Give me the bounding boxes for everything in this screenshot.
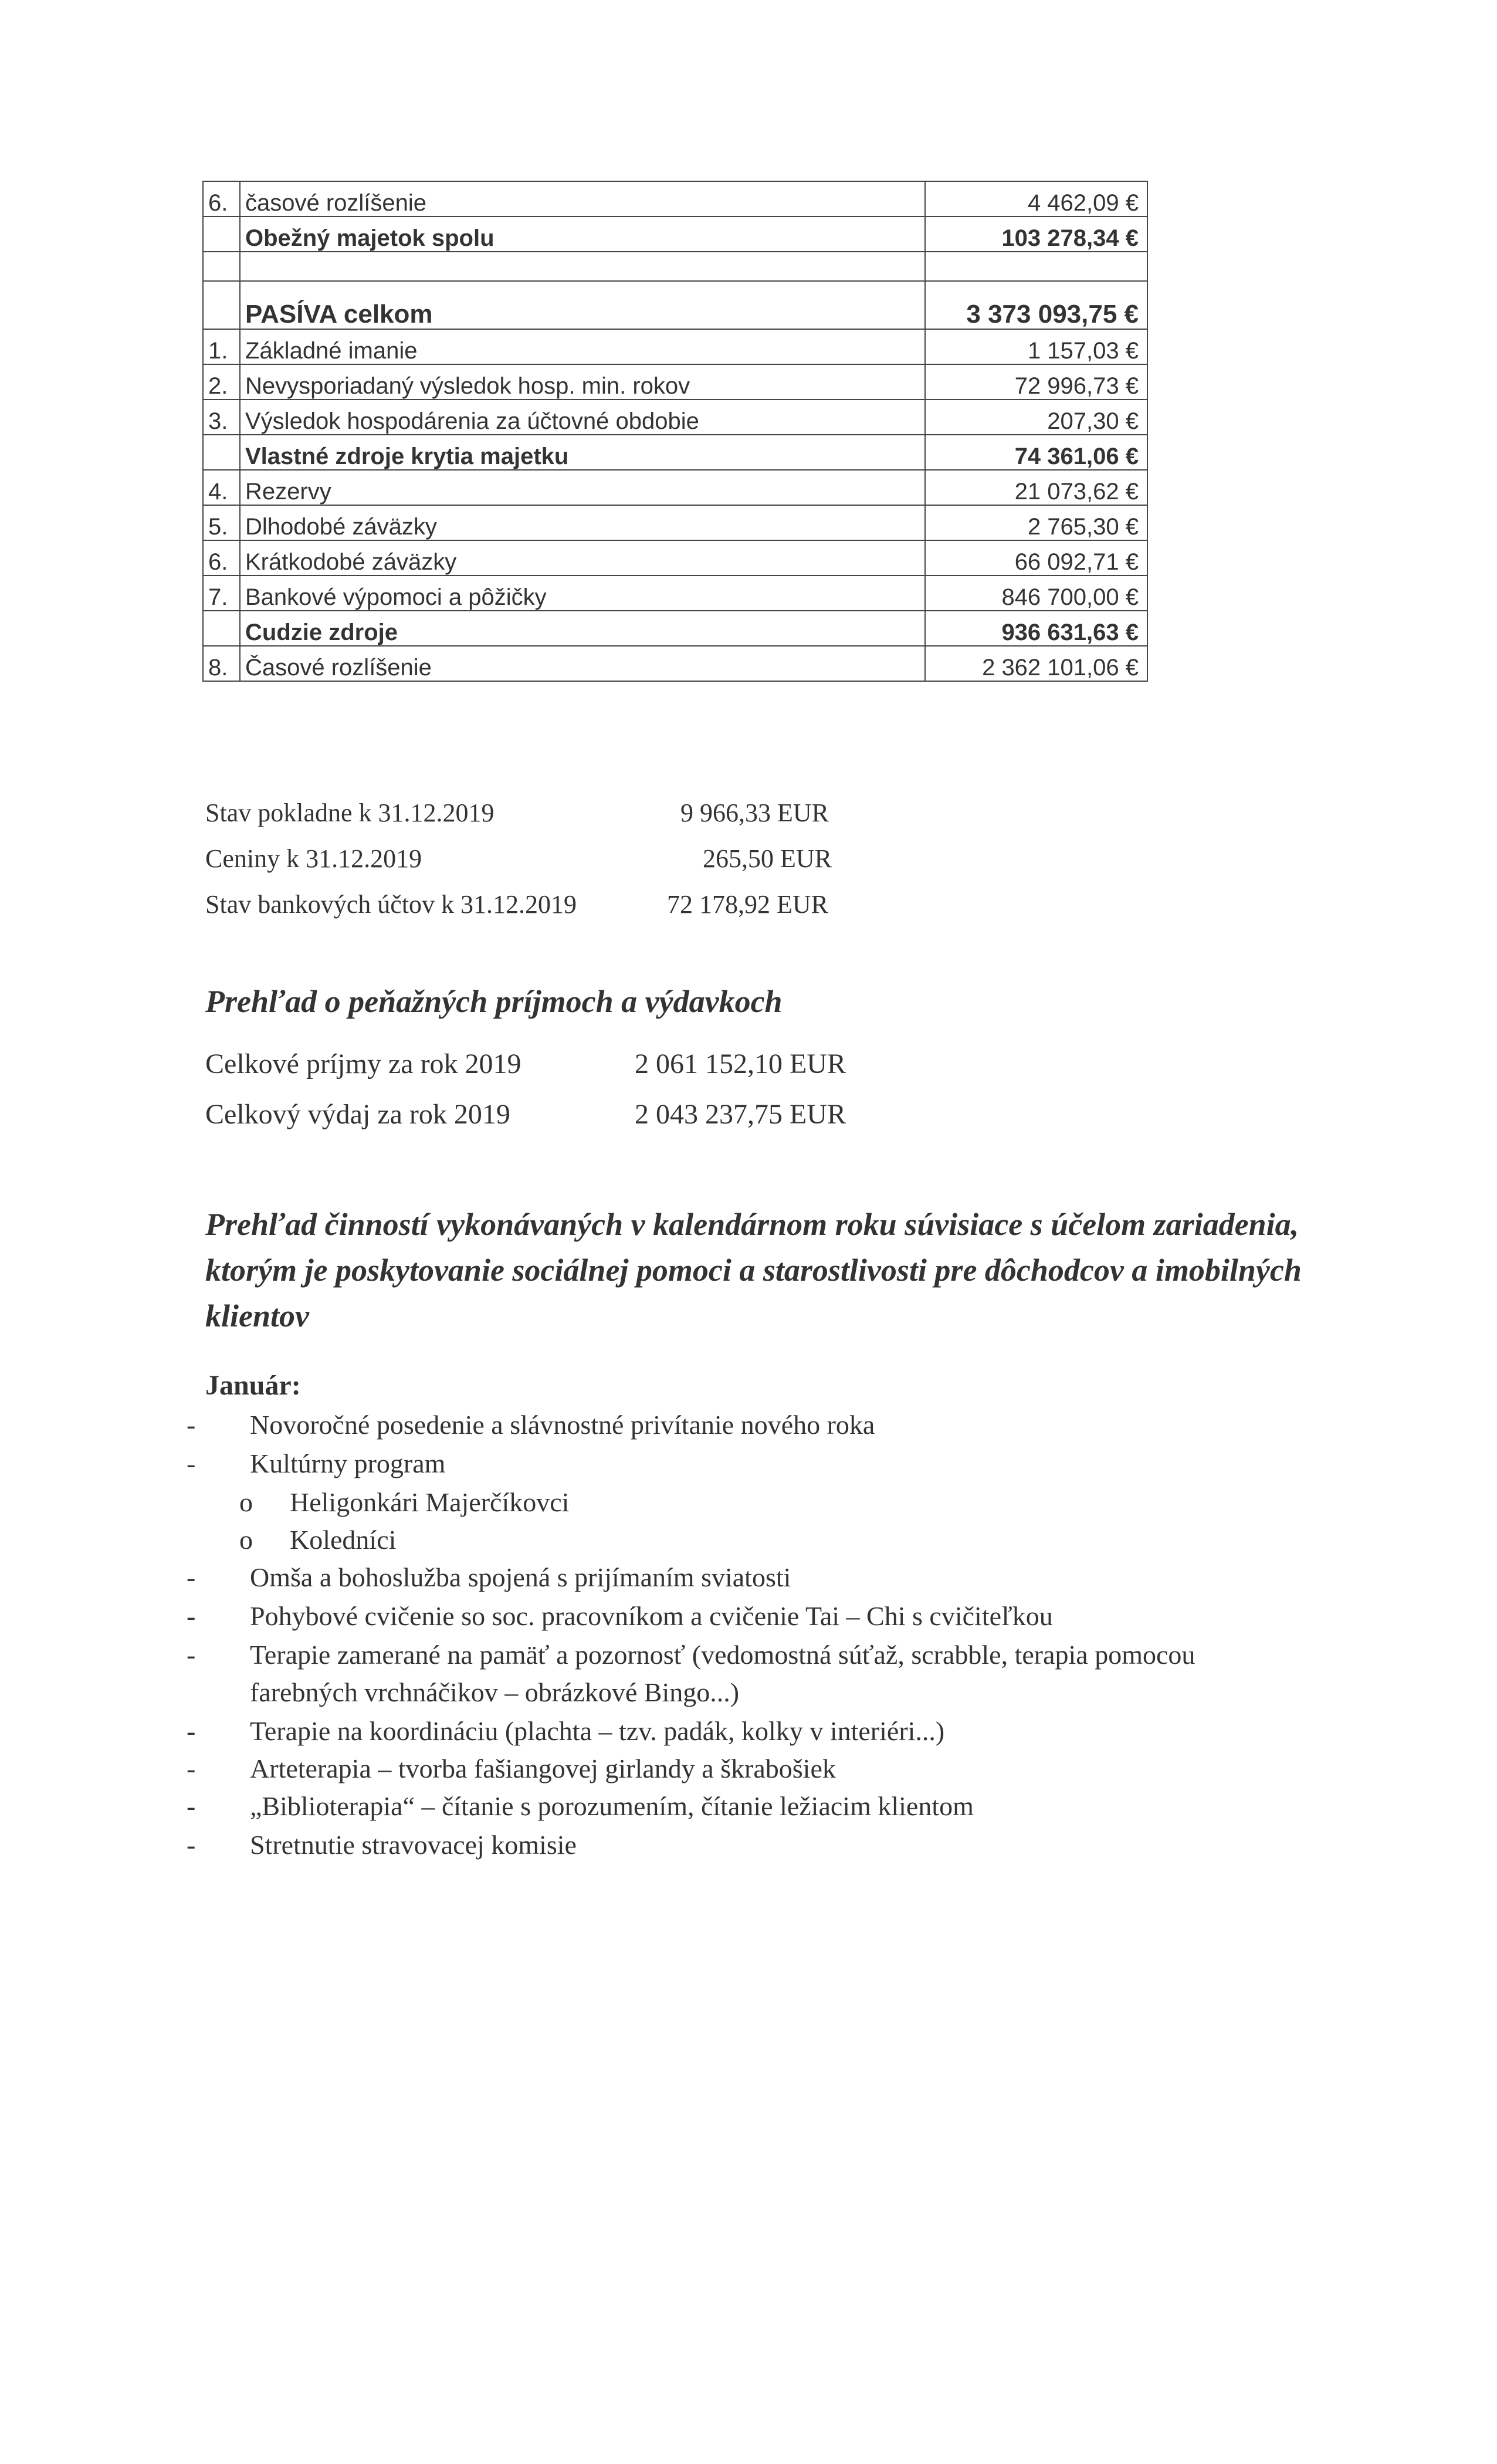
row-number: 1. (203, 329, 240, 364)
row-value: 4 462,09 € (925, 181, 1147, 216)
row-label: Bankové výpomoci a pôžičky (240, 576, 925, 611)
row-value: 936 631,63 € (925, 611, 1147, 646)
list-item-text: farebných vrchnáčikov – obrázkové Bingo...) (250, 1677, 740, 1707)
expense-label: Celkový výdaj za rok 2019 (205, 1099, 510, 1130)
bullet-dash: - (187, 1562, 196, 1592)
bullet-dash: - (187, 1791, 196, 1821)
list-item-text: Kultúrny program (250, 1448, 446, 1478)
bullet-dash: - (187, 1601, 196, 1631)
list-item-text: „Biblioterapia“ – čítanie s porozumením, čítanie ležiacim klientom (250, 1791, 974, 1821)
activities-heading-line: ktorým je poskytovanie sociálnej pomoci a starostlivosti pre dôchodcov a imobilných (205, 1253, 1302, 1288)
row-number: 3. (203, 400, 240, 435)
table-row (203, 540, 1147, 576)
table-row-empty (203, 252, 1147, 281)
row-value: 74 361,06 € (925, 435, 1147, 470)
row-number: 6. (203, 181, 240, 216)
row-value: 207,30 € (925, 400, 1147, 435)
income-label: Celkové príjmy za rok 2019 (205, 1048, 521, 1079)
bullet-dash: - (187, 1754, 196, 1783)
list-item-text: Omša a bohoslužba spojená s prijímaním sviatosti (250, 1562, 791, 1592)
row-number: 4. (203, 470, 240, 505)
table-row-total (203, 281, 1147, 329)
row-label (240, 252, 925, 281)
activities-heading-line: Prehľad činností vykonávaných v kalendárnom roku súvisiace s účelom zariadenia, (205, 1207, 1299, 1242)
list-item-text: Koledníci (290, 1525, 397, 1555)
row-number (203, 252, 240, 281)
list-item-text: Novoročné posedenie a slávnostné privítanie nového roka (250, 1410, 875, 1440)
row-value: 846 700,00 € (925, 576, 1147, 611)
bullet-dash: - (187, 1716, 196, 1746)
row-value: 3 373 093,75 € (925, 281, 1147, 329)
row-number (203, 435, 240, 470)
table-row (203, 435, 1147, 470)
bullet-dash: - (187, 1448, 196, 1478)
bullet-dash: - (187, 1410, 196, 1440)
table-row (203, 470, 1147, 505)
list-item-text: Stretnutie stravovacej komisie (250, 1830, 577, 1860)
table-row (203, 329, 1147, 364)
table-row (203, 216, 1147, 252)
list-item-text: Terapie zamerané na pamäť a pozornosť (vedomostná súťaž, scrabble, terapia pomocou (250, 1640, 1195, 1670)
list-item-text: Pohybové cvičenie so soc. pracovníkom a cvičenie Tai – Chi s cvičiteľkou (250, 1601, 1053, 1631)
row-label: Obežný majetok spolu (240, 216, 925, 252)
row-value: 72 996,73 € (925, 364, 1147, 400)
income-heading: Prehľad o peňažných príjmoch a výdavkoch (205, 984, 783, 1019)
row-number (203, 281, 240, 329)
row-label: Vlastné zdroje krytia majetku (240, 435, 925, 470)
row-value: 21 073,62 € (925, 470, 1147, 505)
list-item-text: Arteterapia – tvorba fašiangovej girlandy a škrabošiek (250, 1754, 836, 1783)
table-row (203, 400, 1147, 435)
row-value: 1 157,03 € (925, 329, 1147, 364)
row-label: Dlhodobé záväzky (240, 505, 925, 540)
table-row (203, 646, 1147, 681)
list-item-text: Heligonkári Majerčíkovci (290, 1487, 570, 1517)
bullet-circle: o (239, 1525, 253, 1555)
row-label: Krátkodobé záväzky (240, 540, 925, 576)
cash-value: 265,50 EUR (703, 844, 832, 873)
expense-value: 2 043 237,75 EUR (635, 1099, 846, 1130)
cash-label: Stav bankových účtov k 31.12.2019 (205, 890, 577, 919)
cash-label: Stav pokladne k 31.12.2019 (205, 798, 495, 827)
row-label: Výsledok hospodárenia za účtovné obdobie (240, 400, 925, 435)
row-label: Cudzie zdroje (240, 611, 925, 646)
month-heading: Január: (205, 1370, 301, 1401)
row-label: Nevysporiadaný výsledok hosp. min. rokov (240, 364, 925, 400)
row-label: Základné imanie (240, 329, 925, 364)
table-row (203, 611, 1147, 646)
row-number (203, 611, 240, 646)
table-row (203, 505, 1147, 540)
row-value: 2 765,30 € (925, 505, 1147, 540)
row-number (203, 216, 240, 252)
bullet-circle: o (239, 1487, 253, 1517)
row-label: časové rozlíšenie (240, 181, 925, 216)
bullet-dash: - (187, 1830, 196, 1860)
row-value: 103 278,34 € (925, 216, 1147, 252)
row-number: 2. (203, 364, 240, 400)
row-number: 5. (203, 505, 240, 540)
table-row (203, 576, 1147, 611)
row-value: 2 362 101,06 € (925, 646, 1147, 681)
row-value: 66 092,71 € (925, 540, 1147, 576)
activities-heading-line: klientov (205, 1298, 309, 1333)
row-label: PASÍVA celkom (240, 281, 925, 329)
cash-value: 72 178,92 EUR (667, 890, 828, 919)
row-number: 8. (203, 646, 240, 681)
table-row (203, 364, 1147, 400)
row-label: Časové rozlíšenie (240, 646, 925, 681)
row-number: 7. (203, 576, 240, 611)
row-value (925, 252, 1147, 281)
list-item-text: Terapie na koordináciu (plachta – tzv. padák, kolky v interiéri...) (250, 1716, 945, 1746)
balance-table (202, 181, 1148, 682)
cash-label: Ceniny k 31.12.2019 (205, 844, 422, 873)
bullet-dash: - (187, 1640, 196, 1670)
row-label: Rezervy (240, 470, 925, 505)
income-value: 2 061 152,10 EUR (635, 1048, 846, 1079)
cash-value: 9 966,33 EUR (680, 798, 829, 827)
row-number: 6. (203, 540, 240, 576)
table-row (203, 181, 1147, 216)
